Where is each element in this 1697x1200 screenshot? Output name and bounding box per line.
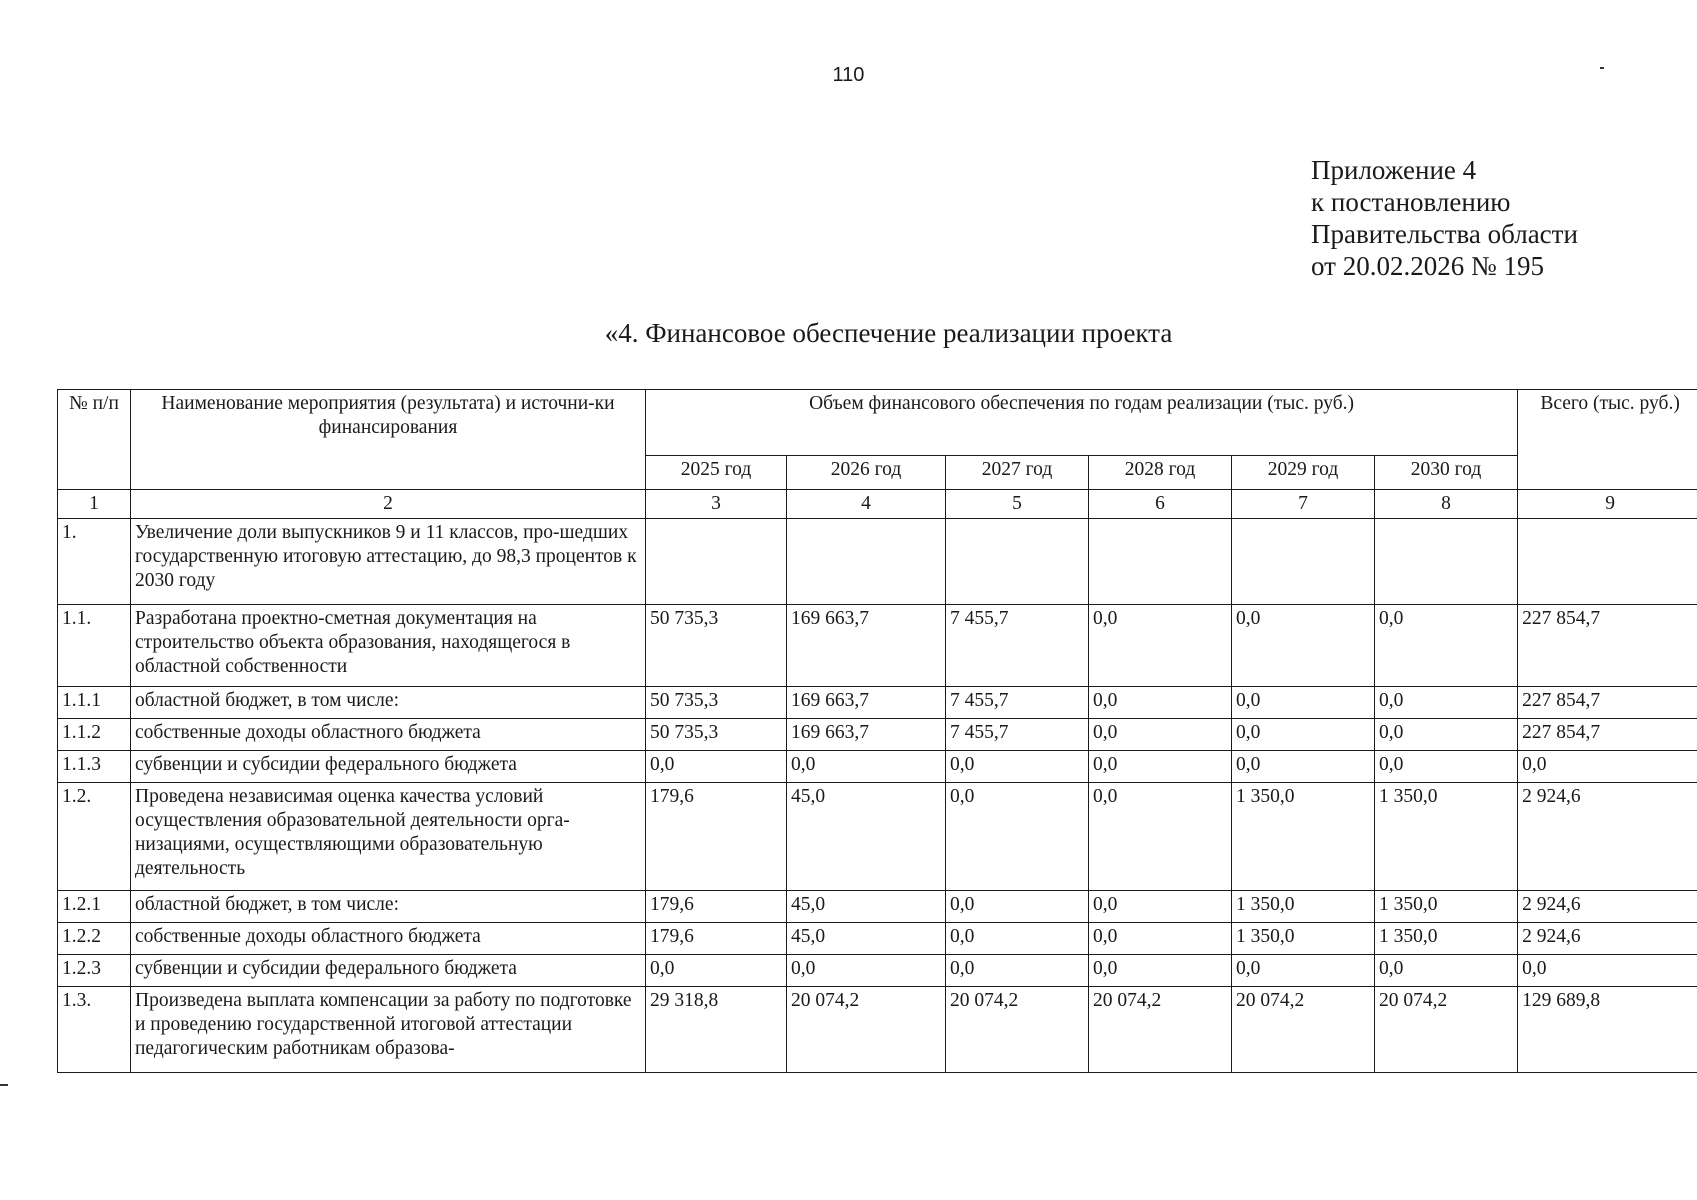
table-row [58, 751, 1697, 783]
row-value: 1 350,0 [1375, 923, 1518, 955]
row-value: 0,0 [1089, 923, 1232, 955]
scan-mark [1600, 67, 1604, 69]
header-year: 2029 год [1232, 456, 1375, 490]
table-row [58, 687, 1697, 719]
row-value: 45,0 [787, 891, 946, 923]
appendix-line: к постановлению [1311, 187, 1511, 217]
column-number: 8 [1375, 490, 1518, 519]
row-value: 0,0 [946, 783, 1089, 891]
row-value: 0,0 [1089, 783, 1232, 891]
row-value: 1 350,0 [1232, 891, 1375, 923]
row-value [787, 519, 946, 605]
column-number: 5 [946, 490, 1089, 519]
row-value: 227 854,7 [1518, 605, 1697, 687]
row-value: 0,0 [1232, 719, 1375, 751]
row-value: 20 074,2 [787, 987, 946, 1073]
row-num: 1.1.3 [58, 751, 131, 783]
row-name: собственные доходы областного бюджета [131, 719, 646, 751]
row-value: 1 350,0 [1232, 783, 1375, 891]
row-value: 0,0 [646, 751, 787, 783]
header-num: № п/п [58, 390, 131, 490]
row-value: 20 074,2 [1375, 987, 1518, 1073]
row-value: 0,0 [787, 751, 946, 783]
header-volume: Объем финансового обеспечения по годам реализации (тыс. руб.) [646, 390, 1518, 456]
row-value: 50 735,3 [646, 687, 787, 719]
row-num: 1.2.3 [58, 955, 131, 987]
row-num: 1.1.2 [58, 719, 131, 751]
row-value: 0,0 [1375, 751, 1518, 783]
row-value: 179,6 [646, 783, 787, 891]
row-name: собственные доходы областного бюджета [131, 923, 646, 955]
row-value: 1 350,0 [1375, 783, 1518, 891]
row-value [1232, 519, 1375, 605]
table-row [58, 719, 1697, 751]
row-value: 169 663,7 [787, 687, 946, 719]
column-number: 7 [1232, 490, 1375, 519]
row-value: 0,0 [1375, 605, 1518, 687]
row-value: 0,0 [646, 955, 787, 987]
header-year: 2025 год [646, 456, 787, 490]
row-value: 0,0 [1089, 687, 1232, 719]
row-value: 0,0 [1089, 891, 1232, 923]
header-year: 2027 год [946, 456, 1089, 490]
row-value: 7 455,7 [946, 687, 1089, 719]
row-value: 0,0 [946, 955, 1089, 987]
row-name: Разработана проектно-сметная документация на строительство объекта образования, находящегося в областной собственности [131, 605, 646, 687]
appendix-line: от 20.02.2026 № 195 [1311, 251, 1544, 281]
row-value: 0,0 [1375, 955, 1518, 987]
row-value [1375, 519, 1518, 605]
row-value: 50 735,3 [646, 719, 787, 751]
row-name: областной бюджет, в том числе: [131, 687, 646, 719]
table-row [58, 783, 1697, 891]
row-value: 0,0 [1232, 687, 1375, 719]
row-value: 0,0 [1089, 955, 1232, 987]
row-value: 0,0 [1375, 719, 1518, 751]
table-row [58, 891, 1697, 923]
table-row [58, 519, 1697, 605]
table-row [58, 923, 1697, 955]
row-value: 20 074,2 [1089, 987, 1232, 1073]
header-name: Наименование мероприятия (результата) и источни-ки финансирования [131, 390, 646, 490]
row-value: 50 735,3 [646, 605, 787, 687]
financing-table [57, 389, 1697, 1073]
row-value: 45,0 [787, 783, 946, 891]
scan-mark [0, 1084, 8, 1086]
row-value: 1 350,0 [1375, 891, 1518, 923]
row-value: 0,0 [946, 923, 1089, 955]
header-year: 2030 год [1375, 456, 1518, 490]
row-value: 20 074,2 [946, 987, 1089, 1073]
row-value: 0,0 [1518, 751, 1697, 783]
table-row [58, 955, 1697, 987]
row-value: 2 924,6 [1518, 783, 1697, 891]
column-number: 3 [646, 490, 787, 519]
row-value: 129 689,8 [1518, 987, 1697, 1073]
row-num: 1.3. [58, 987, 131, 1073]
row-value: 0,0 [1232, 955, 1375, 987]
section-title: «4. Финансовое обеспечение реализации проекта [604, 318, 1173, 348]
row-value: 7 455,7 [946, 605, 1089, 687]
row-name: субвенции и субсидии федерального бюджета [131, 955, 646, 987]
column-number: 4 [787, 490, 946, 519]
row-value: 29 318,8 [646, 987, 787, 1073]
header-total: Всего (тыс. руб.) [1518, 390, 1697, 490]
row-value: 227 854,7 [1518, 687, 1697, 719]
table-row [58, 987, 1697, 1073]
row-value [646, 519, 787, 605]
page-number: 110 [832, 64, 865, 86]
row-value: 169 663,7 [787, 719, 946, 751]
row-value: 0,0 [1518, 955, 1697, 987]
row-value: 2 924,6 [1518, 923, 1697, 955]
header-year: 2026 год [787, 456, 946, 490]
header-year: 2028 год [1089, 456, 1232, 490]
row-value: 0,0 [1232, 751, 1375, 783]
row-num: 1.2.2 [58, 923, 131, 955]
appendix-line: Правительства области [1311, 219, 1578, 249]
column-number-row [58, 490, 1697, 519]
row-value: 7 455,7 [946, 719, 1089, 751]
row-num: 1.1. [58, 605, 131, 687]
row-num: 1.2. [58, 783, 131, 891]
row-value: 0,0 [1375, 687, 1518, 719]
row-name: субвенции и субсидии федерального бюджета [131, 751, 646, 783]
row-value: 179,6 [646, 923, 787, 955]
row-value [1089, 519, 1232, 605]
row-value: 2 924,6 [1518, 891, 1697, 923]
row-name: Увеличение доли выпускников 9 и 11 классов, про-шедших государственную итоговую аттестацию, до 98,3 процентов к 2030 году [131, 519, 646, 605]
table-row [58, 605, 1697, 687]
row-value: 0,0 [1089, 605, 1232, 687]
row-value: 0,0 [946, 891, 1089, 923]
column-number: 6 [1089, 490, 1232, 519]
appendix-line: Приложение 4 [1311, 155, 1477, 185]
row-value: 20 074,2 [1232, 987, 1375, 1073]
row-value: 179,6 [646, 891, 787, 923]
row-num: 1. [58, 519, 131, 605]
row-value: 0,0 [1089, 751, 1232, 783]
row-value: 0,0 [1089, 719, 1232, 751]
row-value [1518, 519, 1697, 605]
row-num: 1.1.1 [58, 687, 131, 719]
row-value: 0,0 [946, 751, 1089, 783]
row-name: Проведена независимая оценка качества условий осуществления образовательной деятельности орга-низациями, осуществляющими образовательную деятельность [131, 783, 646, 891]
row-value: 0,0 [787, 955, 946, 987]
appendix-block [1311, 154, 1578, 282]
row-name: Произведена выплата компенсации за работу по подготовке и проведению государственной итоговой аттестации педагогическим работникам образова- [131, 987, 646, 1073]
row-value: 0,0 [1232, 605, 1375, 687]
section-title-wrap [0, 318, 1697, 349]
row-value [946, 519, 1089, 605]
column-number: 2 [131, 490, 646, 519]
row-value: 45,0 [787, 923, 946, 955]
row-num: 1.2.1 [58, 891, 131, 923]
column-number: 9 [1518, 490, 1697, 519]
column-number: 1 [58, 490, 131, 519]
row-value: 1 350,0 [1232, 923, 1375, 955]
row-value: 227 854,7 [1518, 719, 1697, 751]
row-name: областной бюджет, в том числе: [131, 891, 646, 923]
row-value: 169 663,7 [787, 605, 946, 687]
